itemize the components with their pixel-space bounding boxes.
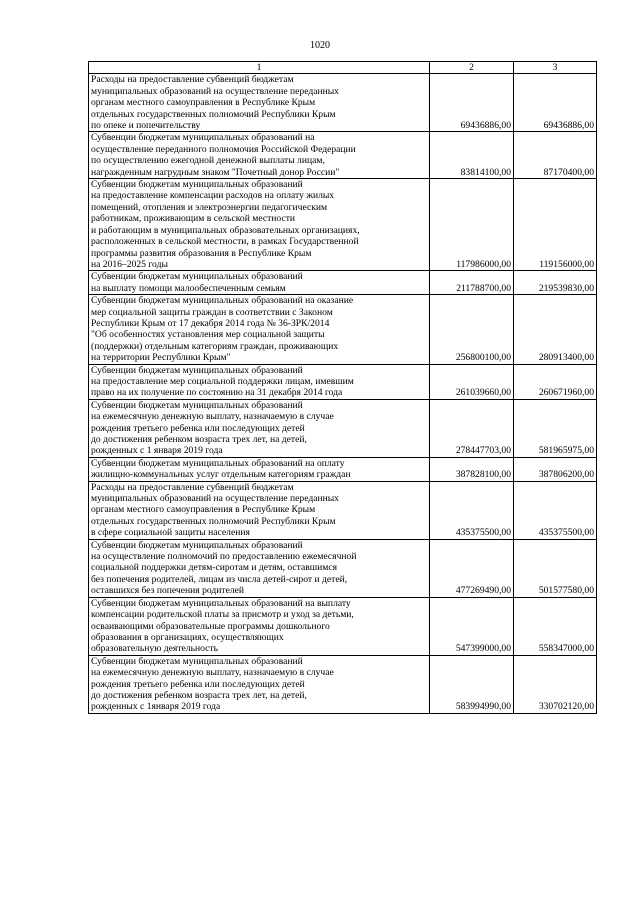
table-row bbox=[89, 295, 597, 364]
row-value-col3: 387806200,00 bbox=[514, 457, 597, 481]
row-value-col3: 501577580,00 bbox=[514, 539, 597, 597]
row-description: Субвенции бюджетам муниципальных образований на выплату помощи малообеспеченным семьям bbox=[89, 271, 430, 295]
budget-table bbox=[88, 61, 597, 714]
row-value-col2: 256800100,00 bbox=[430, 295, 514, 364]
table-body bbox=[89, 62, 597, 714]
row-value-col2: 477269490,00 bbox=[430, 539, 514, 597]
column-header: 1 bbox=[89, 62, 430, 74]
row-description: Субвенции бюджетам муниципальных образований на осуществление полномочий по предоставлению ежемесячной социальной поддержки детям-сиротам и детям, оставшимся без попечения родителей, лицам из числа детей-сирот и детей, оставшихся без попечения родителей bbox=[89, 539, 430, 597]
row-value-col3: 581965975,00 bbox=[514, 399, 597, 457]
row-value-col3: 69436886,00 bbox=[514, 74, 597, 132]
row-value-col2: 83814100,00 bbox=[430, 132, 514, 179]
row-description: Субвенции бюджетам муниципальных образований на оказание мер социальной защиты граждан в соответствии с Законом Республики Крым от 17 декабря 2014 года № 36-ЗРК/2014 "Об особенностях установления мер социальной защиты (поддержки) отдельным категориям граждан, проживающих на территории Республики Крым" bbox=[89, 295, 430, 364]
row-value-col2: 435375500,00 bbox=[430, 481, 514, 539]
row-description: Субвенции бюджетам муниципальных образований на оплату жилищно-коммунальных услуг отдельным категориям граждан bbox=[89, 457, 430, 481]
row-value-col3: 87170400,00 bbox=[514, 132, 597, 179]
table-row bbox=[89, 179, 597, 271]
row-description: Субвенции бюджетам муниципальных образований на ежемесячную денежную выплату, назначаемую в случае рождения третьего ребенка или последующих детей до достижения ребенком возраста трех лет, на детей, рожденных с 1января 2019 года bbox=[89, 655, 430, 713]
table-row bbox=[89, 364, 597, 399]
row-value-col3: 260671960,00 bbox=[514, 364, 597, 399]
table-header-row bbox=[89, 62, 597, 74]
table-row bbox=[89, 457, 597, 481]
row-value-col2: 278447703,00 bbox=[430, 399, 514, 457]
table-row bbox=[89, 132, 597, 179]
table-row bbox=[89, 481, 597, 539]
row-value-col3: 280913400,00 bbox=[514, 295, 597, 364]
table-row bbox=[89, 74, 597, 132]
row-value-col2: 583994990,00 bbox=[430, 655, 514, 713]
table-row bbox=[89, 271, 597, 295]
row-description: Субвенции бюджетам муниципальных образований на предоставление компенсации расходов на оплату жилых помещений, отопления и электроэнергии педагогическим работникам, проживающим в сельской местности и работающим в муниципальных образовательных организациях, расположенных в сельской местности, в рамках Государственной программы развития образования в Республике Крым на 2016–2025 годы bbox=[89, 179, 430, 271]
row-value-col2: 69436886,00 bbox=[430, 74, 514, 132]
row-value-col3: 219539830,00 bbox=[514, 271, 597, 295]
table-row bbox=[89, 539, 597, 597]
page-number: 1020 bbox=[310, 40, 330, 51]
row-description: Расходы на предоставление субвенций бюджетам муниципальных образований на осуществление переданных органам местного самоуправления в Республике Крым отдельных государственных полномочий Республики Крым в сфере социальной защиты населения bbox=[89, 481, 430, 539]
row-value-col3: 119156000,00 bbox=[514, 179, 597, 271]
row-value-col2: 117986000,00 bbox=[430, 179, 514, 271]
row-value-col3: 330702120,00 bbox=[514, 655, 597, 713]
row-description: Субвенции бюджетам муниципальных образований на осуществление переданного полномочия Российской Федерации по осуществлению ежегодной денежной выплаты лицам, награжденным нагрудным знаком "Почетный донор России" bbox=[89, 132, 430, 179]
row-value-col2: 211788700,00 bbox=[430, 271, 514, 295]
row-description: Субвенции бюджетам муниципальных образований на предоставление мер социальной поддержки лицам, имевшим право на их получение по состоянию на 31 декабря 2014 года bbox=[89, 364, 430, 399]
column-header: 2 bbox=[430, 62, 514, 74]
row-description: Расходы на предоставление субвенций бюджетам муниципальных образований на осуществление переданных органам местного самоуправления в Республике Крым отдельных государственных полномочий Республики Крым по опеке и попечительству bbox=[89, 74, 430, 132]
column-header: 3 bbox=[514, 62, 597, 74]
table-row bbox=[89, 597, 597, 655]
row-value-col3: 435375500,00 bbox=[514, 481, 597, 539]
row-description: Субвенции бюджетам муниципальных образований на выплату компенсации родительской платы за присмотр и уход за детьми, осваивающими образовательные программы дошкольного образования в организациях, осуществляющих образовательную деятельность bbox=[89, 597, 430, 655]
table-row bbox=[89, 655, 597, 713]
row-value-col2: 547399000,00 bbox=[430, 597, 514, 655]
row-value-col2: 261039660,00 bbox=[430, 364, 514, 399]
row-value-col3: 558347000,00 bbox=[514, 597, 597, 655]
row-value-col2: 387828100,00 bbox=[430, 457, 514, 481]
row-description: Субвенции бюджетам муниципальных образований на ежемесячную денежную выплату, назначаемую в случае рождения третьего ребенка или последующих детей до достижения ребенком возраста трех лет, на детей, рожденных с 1 января 2019 года bbox=[89, 399, 430, 457]
table-row bbox=[89, 399, 597, 457]
